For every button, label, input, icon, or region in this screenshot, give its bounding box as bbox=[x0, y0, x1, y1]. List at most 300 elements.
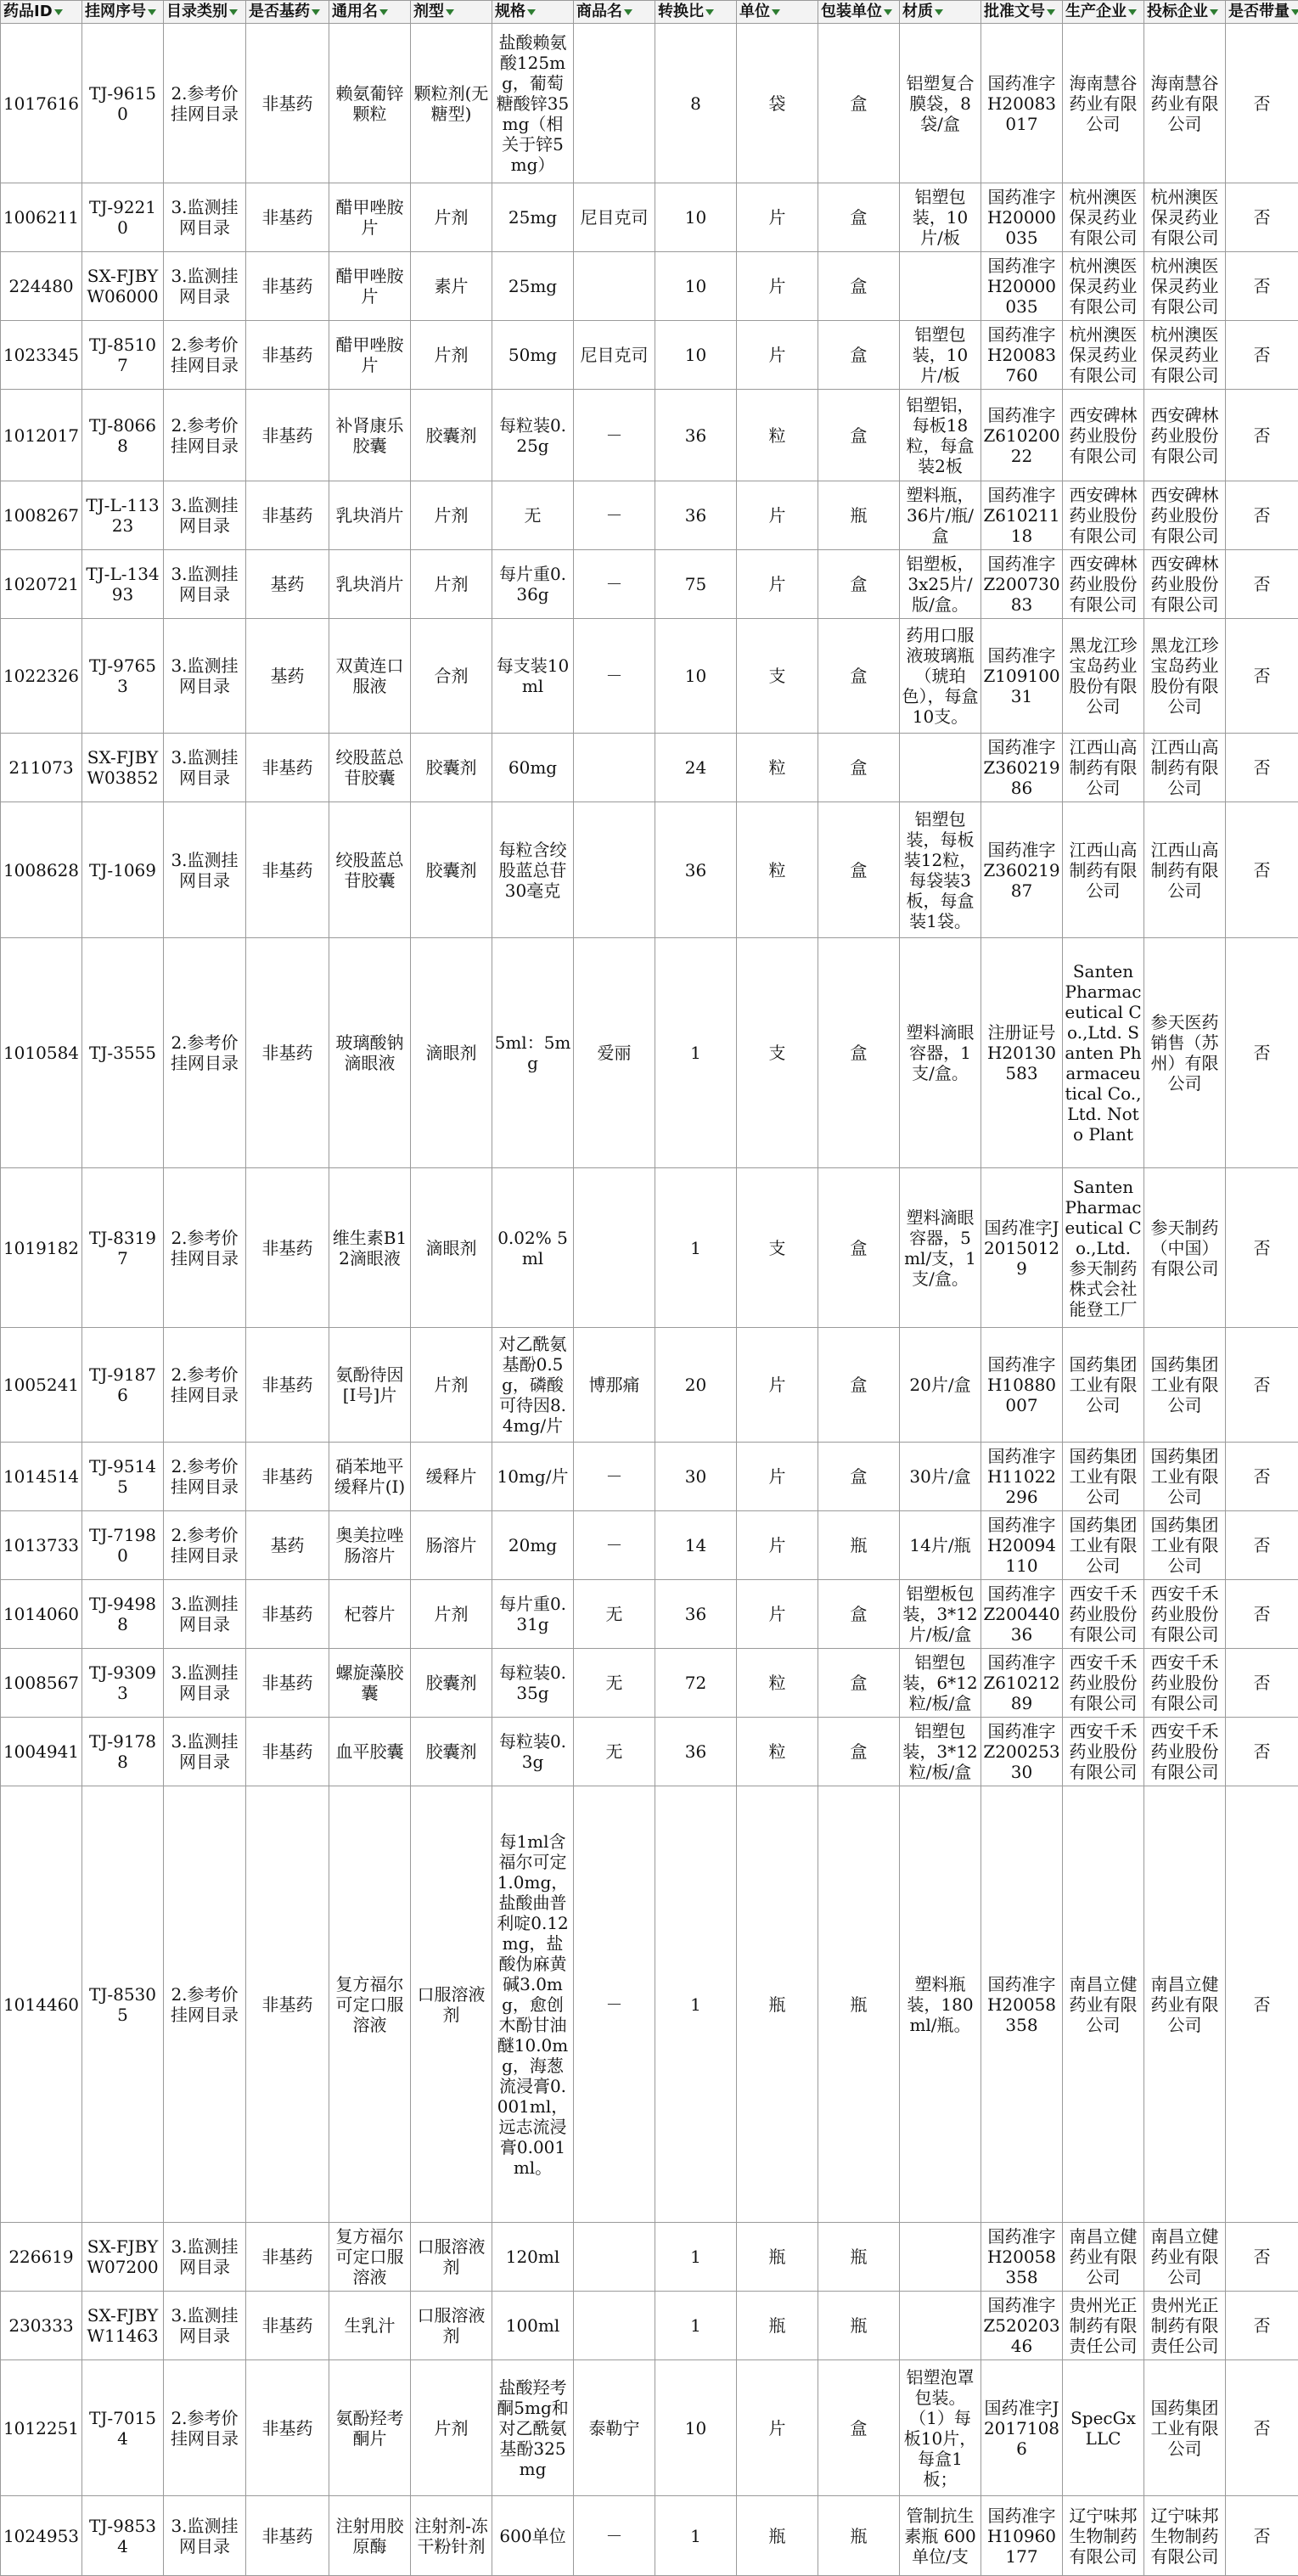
table-cell[interactable]: 非基药 bbox=[246, 24, 329, 183]
table-cell[interactable]: 片 bbox=[737, 183, 818, 252]
table-cell[interactable]: SX-FJBYW06000 bbox=[82, 252, 164, 321]
table-cell[interactable]: 3.监测挂网目录 bbox=[164, 2496, 246, 2576]
table-cell[interactable]: 每粒装0.35g bbox=[492, 1649, 574, 1718]
table-cell[interactable]: 国药准字Z36021987 bbox=[981, 802, 1063, 938]
table-cell[interactable]: 2.参考价挂网目录 bbox=[164, 1511, 246, 1580]
table-cell[interactable]: 参天制药（中国）有限公司 bbox=[1144, 1168, 1226, 1328]
table-cell[interactable]: 国药准字Z20025330 bbox=[981, 1718, 1063, 1786]
table-cell[interactable]: 滴眼剂 bbox=[411, 938, 492, 1168]
table-cell[interactable]: 盒 bbox=[818, 321, 900, 390]
table-cell[interactable]: 36 bbox=[655, 1580, 737, 1649]
table-cell[interactable]: 国药准字H20000035 bbox=[981, 183, 1063, 252]
table-cell[interactable]: 10 bbox=[655, 252, 737, 321]
table-cell[interactable]: 国药准字Z20044036 bbox=[981, 1580, 1063, 1649]
table-cell[interactable]: 国药集团工业有限公司 bbox=[1063, 1443, 1144, 1511]
table-cell[interactable]: 乳块消片 bbox=[329, 481, 411, 550]
table-cell[interactable]: 1019182 bbox=[1, 1168, 82, 1328]
table-cell[interactable]: 非基药 bbox=[246, 734, 329, 802]
table-cell[interactable]: 3.监测挂网目录 bbox=[164, 619, 246, 734]
filter-dropdown-icon[interactable] bbox=[312, 9, 320, 15]
table-cell[interactable]: 南昌立健药业有限公司 bbox=[1063, 1786, 1144, 2223]
table-cell[interactable]: 1 bbox=[655, 2223, 737, 2292]
table-cell[interactable]: 药用口服液玻璃瓶（琥珀色），每盒10支。 bbox=[900, 619, 981, 734]
table-cell[interactable]: 3.监测挂网目录 bbox=[164, 2292, 246, 2360]
filter-dropdown-icon[interactable] bbox=[624, 9, 632, 15]
table-cell[interactable]: 30 bbox=[655, 1443, 737, 1511]
table-cell[interactable]: 否 bbox=[1226, 802, 1298, 938]
table-cell[interactable]: 2.参考价挂网目录 bbox=[164, 1168, 246, 1328]
filter-dropdown-icon[interactable] bbox=[1047, 9, 1055, 15]
table-cell[interactable]: 铝塑包装，3*12粒/板/盒 bbox=[900, 1718, 981, 1786]
table-cell[interactable]: 3.监测挂网目录 bbox=[164, 1649, 246, 1718]
table-cell[interactable]: 西安千禾药业股份有限公司 bbox=[1144, 1649, 1226, 1718]
table-cell[interactable]: 2.参考价挂网目录 bbox=[164, 1443, 246, 1511]
table-cell[interactable]: － bbox=[574, 481, 655, 550]
table-cell[interactable]: 1014060 bbox=[1, 1580, 82, 1649]
table-cell[interactable]: 国药准字H20094110 bbox=[981, 1511, 1063, 1580]
table-cell[interactable]: 否 bbox=[1226, 1511, 1298, 1580]
table-cell[interactable]: 绞股蓝总苷胶囊 bbox=[329, 802, 411, 938]
table-cell[interactable]: 铝塑包装，6*12粒/板/盒 bbox=[900, 1649, 981, 1718]
table-cell[interactable]: 3.监测挂网目录 bbox=[164, 734, 246, 802]
table-cell[interactable]: 瓶 bbox=[818, 2292, 900, 2360]
table-cell[interactable]: 盒 bbox=[818, 252, 900, 321]
filter-dropdown-icon[interactable] bbox=[935, 9, 943, 15]
table-cell[interactable]: 口服溶液剂 bbox=[411, 1786, 492, 2223]
table-cell[interactable]: 国药准字Z20073083 bbox=[981, 550, 1063, 619]
table-cell[interactable]: 25mg bbox=[492, 252, 574, 321]
table-cell[interactable]: TJ-93093 bbox=[82, 1649, 164, 1718]
table-cell[interactable]: 螺旋藻胶囊 bbox=[329, 1649, 411, 1718]
table-cell[interactable]: 否 bbox=[1226, 2496, 1298, 2576]
table-cell[interactable]: 氨酚羟考酮片 bbox=[329, 2360, 411, 2496]
table-cell[interactable]: 杞蓉片 bbox=[329, 1580, 411, 1649]
table-cell[interactable]: 非基药 bbox=[246, 321, 329, 390]
table-cell[interactable]: 南昌立健药业有限公司 bbox=[1144, 2223, 1226, 2292]
table-cell[interactable]: 管制抗生素瓶 600单位/支 bbox=[900, 2496, 981, 2576]
table-cell[interactable]: TJ-96150 bbox=[82, 24, 164, 183]
table-cell[interactable]: 国药集团工业有限公司 bbox=[1144, 2360, 1226, 2496]
table-cell[interactable]: 非基药 bbox=[246, 1443, 329, 1511]
table-cell[interactable]: 肠溶片 bbox=[411, 1511, 492, 1580]
table-cell[interactable]: 杭州澳医保灵药业有限公司 bbox=[1063, 321, 1144, 390]
table-cell[interactable]: 铝塑板，3x25片/版/盒。 bbox=[900, 550, 981, 619]
table-cell[interactable]: 2.参考价挂网目录 bbox=[164, 1328, 246, 1443]
table-cell[interactable]: 西安碑林药业股份有限公司 bbox=[1144, 390, 1226, 481]
table-cell[interactable]: 国药准字H20058358 bbox=[981, 1786, 1063, 2223]
table-cell[interactable]: TJ-97653 bbox=[82, 619, 164, 734]
table-cell[interactable]: 盒 bbox=[818, 1718, 900, 1786]
table-cell[interactable]: 否 bbox=[1226, 24, 1298, 183]
table-cell[interactable]: 国药准字Z61021289 bbox=[981, 1649, 1063, 1718]
table-cell[interactable]: 1 bbox=[655, 938, 737, 1168]
table-cell[interactable]: 西安碑林药业股份有限公司 bbox=[1144, 550, 1226, 619]
table-cell[interactable]: 60mg bbox=[492, 734, 574, 802]
table-cell[interactable]: 否 bbox=[1226, 481, 1298, 550]
table-cell[interactable]: 非基药 bbox=[246, 1168, 329, 1328]
table-cell[interactable]: 30片/盒 bbox=[900, 1443, 981, 1511]
table-cell[interactable]: 杭州澳医保灵药业有限公司 bbox=[1063, 252, 1144, 321]
table-cell[interactable]: 铝塑包装，10片/板 bbox=[900, 183, 981, 252]
table-cell[interactable]: 盒 bbox=[818, 1168, 900, 1328]
table-cell[interactable]: － bbox=[574, 619, 655, 734]
table-cell[interactable]: 5ml：5mg bbox=[492, 938, 574, 1168]
table-cell[interactable]: 塑料滴眼容器，1支/盒。 bbox=[900, 938, 981, 1168]
table-cell[interactable]: 每粒装0.25g bbox=[492, 390, 574, 481]
table-cell[interactable]: 1014514 bbox=[1, 1443, 82, 1511]
filter-dropdown-icon[interactable] bbox=[1210, 9, 1218, 15]
table-cell[interactable]: 3.监测挂网目录 bbox=[164, 802, 246, 938]
table-cell[interactable]: SX-FJBYW11463 bbox=[82, 2292, 164, 2360]
table-cell[interactable]: 粒 bbox=[737, 1649, 818, 1718]
table-cell[interactable]: 8 bbox=[655, 24, 737, 183]
table-cell[interactable]: 非基药 bbox=[246, 1580, 329, 1649]
table-cell[interactable]: 粒 bbox=[737, 390, 818, 481]
table-cell[interactable]: 每粒含绞股蓝总苷30毫克 bbox=[492, 802, 574, 938]
table-cell[interactable]: 血平胶囊 bbox=[329, 1718, 411, 1786]
filter-dropdown-icon[interactable] bbox=[446, 9, 454, 15]
table-cell[interactable]: 非基药 bbox=[246, 1649, 329, 1718]
table-cell[interactable]: 铝塑复合膜袋，8袋/盒 bbox=[900, 24, 981, 183]
table-cell[interactable]: 片 bbox=[737, 252, 818, 321]
table-cell[interactable]: 25mg bbox=[492, 183, 574, 252]
table-cell[interactable]: 否 bbox=[1226, 390, 1298, 481]
table-cell[interactable]: 否 bbox=[1226, 252, 1298, 321]
table-cell[interactable]: 非基药 bbox=[246, 2292, 329, 2360]
filter-dropdown-icon[interactable] bbox=[884, 9, 892, 15]
table-cell[interactable] bbox=[574, 2223, 655, 2292]
table-cell[interactable]: 226619 bbox=[1, 2223, 82, 2292]
table-cell[interactable]: 100ml bbox=[492, 2292, 574, 2360]
table-cell[interactable]: 10mg/片 bbox=[492, 1443, 574, 1511]
table-cell[interactable]: 否 bbox=[1226, 1649, 1298, 1718]
table-cell[interactable]: 非基药 bbox=[246, 1786, 329, 2223]
table-cell[interactable] bbox=[574, 2292, 655, 2360]
table-cell[interactable]: 片剂 bbox=[411, 1580, 492, 1649]
table-cell[interactable]: 对乙酰氨基酚0.5g，磷酸可待因8.4mg/片 bbox=[492, 1328, 574, 1443]
column-header[interactable] bbox=[655, 1, 737, 24]
table-cell[interactable]: 泰勒宁 bbox=[574, 2360, 655, 2496]
table-cell[interactable]: 盒 bbox=[818, 24, 900, 183]
table-cell[interactable]: 盒 bbox=[818, 734, 900, 802]
column-header[interactable] bbox=[329, 1, 411, 24]
table-cell[interactable]: 盒 bbox=[818, 619, 900, 734]
table-cell[interactable]: 乳块消片 bbox=[329, 550, 411, 619]
table-cell[interactable]: 瓶 bbox=[737, 2496, 818, 2576]
table-cell[interactable]: 盒 bbox=[818, 1649, 900, 1718]
table-cell[interactable]: TJ-91876 bbox=[82, 1328, 164, 1443]
table-cell[interactable] bbox=[574, 734, 655, 802]
column-header[interactable] bbox=[82, 1, 164, 24]
table-cell[interactable]: 2.参考价挂网目录 bbox=[164, 1786, 246, 2223]
table-cell[interactable]: 西安千禾药业股份有限公司 bbox=[1063, 1718, 1144, 1786]
table-cell[interactable]: 1013733 bbox=[1, 1511, 82, 1580]
table-cell[interactable]: 瓶 bbox=[737, 2292, 818, 2360]
table-cell[interactable]: 颗粒剂(无糖型) bbox=[411, 24, 492, 183]
table-cell[interactable]: 10 bbox=[655, 321, 737, 390]
table-cell[interactable]: 3.监测挂网目录 bbox=[164, 1580, 246, 1649]
column-header[interactable] bbox=[164, 1, 246, 24]
table-cell[interactable]: 非基药 bbox=[246, 938, 329, 1168]
table-cell[interactable]: 博那痛 bbox=[574, 1328, 655, 1443]
column-header[interactable] bbox=[1144, 1, 1226, 24]
table-cell[interactable]: 否 bbox=[1226, 321, 1298, 390]
table-cell[interactable]: 生乳汁 bbox=[329, 2292, 411, 2360]
table-cell[interactable]: 1024953 bbox=[1, 2496, 82, 2576]
table-cell[interactable]: 1 bbox=[655, 2292, 737, 2360]
table-cell[interactable]: 36 bbox=[655, 390, 737, 481]
table-cell[interactable]: 3.监测挂网目录 bbox=[164, 481, 246, 550]
column-header[interactable] bbox=[1063, 1, 1144, 24]
table-cell[interactable]: 国药准字H11022296 bbox=[981, 1443, 1063, 1511]
table-cell[interactable]: 1 bbox=[655, 1168, 737, 1328]
table-cell[interactable] bbox=[574, 24, 655, 183]
table-cell[interactable]: 片剂 bbox=[411, 550, 492, 619]
table-cell[interactable]: 铝塑包装，每板装12粒，每袋装3板，每盒装1袋。 bbox=[900, 802, 981, 938]
table-cell[interactable]: 贵州光正制药有限责任公司 bbox=[1144, 2292, 1226, 2360]
table-cell[interactable]: TJ-80668 bbox=[82, 390, 164, 481]
table-cell[interactable]: 西安碑林药业股份有限公司 bbox=[1063, 390, 1144, 481]
table-cell[interactable]: － bbox=[574, 2496, 655, 2576]
table-cell[interactable]: 国药准字Z52020346 bbox=[981, 2292, 1063, 2360]
table-cell[interactable]: TJ-95145 bbox=[82, 1443, 164, 1511]
table-cell[interactable]: 否 bbox=[1226, 1718, 1298, 1786]
table-cell[interactable]: 西安碑林药业股份有限公司 bbox=[1144, 481, 1226, 550]
table-cell[interactable]: 素片 bbox=[411, 252, 492, 321]
table-cell[interactable]: TJ-L-11323 bbox=[82, 481, 164, 550]
column-header[interactable] bbox=[492, 1, 574, 24]
table-cell[interactable]: 瓶 bbox=[818, 1511, 900, 1580]
table-cell[interactable]: 胶囊剂 bbox=[411, 734, 492, 802]
table-cell[interactable]: 每支装10ml bbox=[492, 619, 574, 734]
table-cell[interactable]: 铝塑包装，10片/板 bbox=[900, 321, 981, 390]
table-cell[interactable]: 口服溶液剂 bbox=[411, 2223, 492, 2292]
table-cell[interactable]: 1012017 bbox=[1, 390, 82, 481]
table-cell[interactable]: 粒 bbox=[737, 1718, 818, 1786]
table-cell[interactable]: 1017616 bbox=[1, 24, 82, 183]
table-cell[interactable]: 粒 bbox=[737, 734, 818, 802]
table-cell[interactable]: 片剂 bbox=[411, 321, 492, 390]
table-cell[interactable]: 铝塑铝，每板18粒，每盒装2板 bbox=[900, 390, 981, 481]
table-cell[interactable]: 片 bbox=[737, 2360, 818, 2496]
table-cell[interactable]: TJ-85107 bbox=[82, 321, 164, 390]
table-cell[interactable]: 西安千禾药业股份有限公司 bbox=[1144, 1580, 1226, 1649]
table-cell[interactable]: 每片重0.31g bbox=[492, 1580, 574, 1649]
table-cell[interactable]: 否 bbox=[1226, 734, 1298, 802]
column-header[interactable] bbox=[1226, 1, 1298, 24]
filter-dropdown-icon[interactable] bbox=[54, 9, 63, 15]
table-cell[interactable]: 1014460 bbox=[1, 1786, 82, 2223]
table-cell[interactable]: 西安千禾药业股份有限公司 bbox=[1063, 1649, 1144, 1718]
table-cell[interactable]: TJ-1069 bbox=[82, 802, 164, 938]
table-cell[interactable]: 2.参考价挂网目录 bbox=[164, 321, 246, 390]
table-cell[interactable]: 铝塑板包装，3*12片/板/盒 bbox=[900, 1580, 981, 1649]
table-cell[interactable]: 2.参考价挂网目录 bbox=[164, 938, 246, 1168]
table-cell[interactable]: 10 bbox=[655, 2360, 737, 2496]
table-cell[interactable]: 支 bbox=[737, 938, 818, 1168]
table-cell[interactable] bbox=[900, 2223, 981, 2292]
filter-dropdown-icon[interactable] bbox=[527, 9, 536, 15]
table-cell[interactable]: 1022326 bbox=[1, 619, 82, 734]
table-cell[interactable]: 否 bbox=[1226, 1328, 1298, 1443]
table-cell[interactable]: 否 bbox=[1226, 550, 1298, 619]
table-cell[interactable]: 盒 bbox=[818, 390, 900, 481]
table-cell[interactable]: 片 bbox=[737, 1511, 818, 1580]
table-cell[interactable]: 10 bbox=[655, 183, 737, 252]
table-cell[interactable]: 50mg bbox=[492, 321, 574, 390]
table-cell[interactable]: 否 bbox=[1226, 183, 1298, 252]
table-cell[interactable]: 基药 bbox=[246, 619, 329, 734]
table-cell[interactable]: 1008628 bbox=[1, 802, 82, 938]
filter-dropdown-icon[interactable] bbox=[229, 9, 238, 15]
table-cell[interactable]: 胶囊剂 bbox=[411, 390, 492, 481]
filter-dropdown-icon[interactable] bbox=[1128, 9, 1137, 15]
table-cell[interactable]: 3.监测挂网目录 bbox=[164, 1718, 246, 1786]
table-cell[interactable]: 国药准字H20000035 bbox=[981, 252, 1063, 321]
table-cell[interactable]: 合剂 bbox=[411, 619, 492, 734]
table-cell[interactable]: 国药准字H10880007 bbox=[981, 1328, 1063, 1443]
table-cell[interactable]: TJ-85305 bbox=[82, 1786, 164, 2223]
table-cell[interactable]: 3.监测挂网目录 bbox=[164, 252, 246, 321]
table-cell[interactable]: 120ml bbox=[492, 2223, 574, 2292]
table-cell[interactable]: 国药准字Z36021986 bbox=[981, 734, 1063, 802]
table-cell[interactable]: 36 bbox=[655, 1718, 737, 1786]
table-cell[interactable]: 每1ml含福尔可定1.0mg，盐酸曲普利啶0.12mg，盐酸伪麻黄碱3.0mg，愈创木酚甘油醚10.0mg，海葱流浸膏0.001ml，远志流浸膏0.001ml。 bbox=[492, 1786, 574, 2223]
table-cell[interactable]: 江西山高制药有限公司 bbox=[1144, 734, 1226, 802]
table-cell[interactable]: 24 bbox=[655, 734, 737, 802]
table-cell[interactable]: 2.参考价挂网目录 bbox=[164, 24, 246, 183]
table-cell[interactable]: 1010584 bbox=[1, 938, 82, 1168]
filter-dropdown-icon[interactable] bbox=[705, 9, 714, 15]
table-cell[interactable] bbox=[900, 252, 981, 321]
table-cell[interactable]: 国药准字Z61020022 bbox=[981, 390, 1063, 481]
table-cell[interactable]: 无 bbox=[574, 1580, 655, 1649]
table-cell[interactable]: 20片/盒 bbox=[900, 1328, 981, 1443]
table-cell[interactable]: 胶囊剂 bbox=[411, 1649, 492, 1718]
filter-dropdown-icon[interactable] bbox=[148, 9, 156, 15]
table-cell[interactable]: 无 bbox=[574, 1718, 655, 1786]
table-cell[interactable]: 1023345 bbox=[1, 321, 82, 390]
table-cell[interactable]: 奥美拉唑肠溶片 bbox=[329, 1511, 411, 1580]
table-cell[interactable]: 国药准字H20083760 bbox=[981, 321, 1063, 390]
table-cell[interactable]: 注射剂-冻干粉针剂 bbox=[411, 2496, 492, 2576]
table-cell[interactable]: 西安碑林药业股份有限公司 bbox=[1063, 550, 1144, 619]
table-cell[interactable]: 36 bbox=[655, 481, 737, 550]
table-cell[interactable]: 爱丽 bbox=[574, 938, 655, 1168]
table-cell[interactable] bbox=[574, 252, 655, 321]
table-cell[interactable]: 粒 bbox=[737, 802, 818, 938]
table-cell[interactable]: TJ-94988 bbox=[82, 1580, 164, 1649]
table-cell[interactable]: 1 bbox=[655, 2496, 737, 2576]
table-cell[interactable]: 醋甲唑胺片 bbox=[329, 252, 411, 321]
table-cell[interactable]: 瓶 bbox=[818, 2223, 900, 2292]
table-cell[interactable]: TJ-98534 bbox=[82, 2496, 164, 2576]
table-cell[interactable]: 海南慧谷药业有限公司 bbox=[1063, 24, 1144, 183]
table-cell[interactable]: 盒 bbox=[818, 550, 900, 619]
table-cell[interactable]: － bbox=[574, 1786, 655, 2223]
table-cell[interactable]: 盒 bbox=[818, 183, 900, 252]
table-cell[interactable]: 非基药 bbox=[246, 802, 329, 938]
table-cell[interactable]: TJ-3555 bbox=[82, 938, 164, 1168]
table-cell[interactable]: 国药准字H20083017 bbox=[981, 24, 1063, 183]
table-cell[interactable]: Santen Pharmaceutical Co.,Ltd. 参天制药株式会社能登工厂 bbox=[1063, 1168, 1144, 1328]
table-cell[interactable]: 3.监测挂网目录 bbox=[164, 550, 246, 619]
table-cell[interactable]: 国药集团工业有限公司 bbox=[1144, 1328, 1226, 1443]
table-cell[interactable]: 玻璃酸钠滴眼液 bbox=[329, 938, 411, 1168]
column-header[interactable] bbox=[411, 1, 492, 24]
table-cell[interactable]: 2.参考价挂网目录 bbox=[164, 390, 246, 481]
table-cell[interactable]: 否 bbox=[1226, 1580, 1298, 1649]
table-cell[interactable]: 1005241 bbox=[1, 1328, 82, 1443]
table-cell[interactable]: 1020721 bbox=[1, 550, 82, 619]
table-cell[interactable]: 否 bbox=[1226, 2360, 1298, 2496]
table-cell[interactable]: 盐酸赖氨酸125mg，葡萄糖酸锌35mg（相关于锌5mg） bbox=[492, 24, 574, 183]
table-cell[interactable]: 否 bbox=[1226, 1786, 1298, 2223]
table-cell[interactable]: 盒 bbox=[818, 1580, 900, 1649]
column-header[interactable] bbox=[900, 1, 981, 24]
table-cell[interactable]: 杭州澳医保灵药业有限公司 bbox=[1063, 183, 1144, 252]
filter-dropdown-icon[interactable] bbox=[1291, 9, 1298, 15]
table-cell[interactable]: 塑料瓶装，180ml/瓶。 bbox=[900, 1786, 981, 2223]
table-cell[interactable]: 盒 bbox=[818, 1443, 900, 1511]
table-cell[interactable]: 75 bbox=[655, 550, 737, 619]
table-cell[interactable]: 盐酸羟考酮5mg和对乙酰氨基酚325mg bbox=[492, 2360, 574, 2496]
table-cell[interactable]: 国药准字J20171086 bbox=[981, 2360, 1063, 2496]
table-cell[interactable]: 辽宁味邦生物制药有限公司 bbox=[1144, 2496, 1226, 2576]
table-cell[interactable]: SpecGx LLC bbox=[1063, 2360, 1144, 2496]
table-cell[interactable]: 1 bbox=[655, 1786, 737, 2223]
table-cell[interactable]: 1004941 bbox=[1, 1718, 82, 1786]
table-cell[interactable]: 补肾康乐胶囊 bbox=[329, 390, 411, 481]
table-cell[interactable]: TJ-91788 bbox=[82, 1718, 164, 1786]
table-cell[interactable]: 江西山高制药有限公司 bbox=[1063, 734, 1144, 802]
column-header[interactable] bbox=[574, 1, 655, 24]
table-cell[interactable]: 1012251 bbox=[1, 2360, 82, 2496]
table-cell[interactable]: 600单位 bbox=[492, 2496, 574, 2576]
table-cell[interactable]: 否 bbox=[1226, 2223, 1298, 2292]
table-cell[interactable]: 3.监测挂网目录 bbox=[164, 183, 246, 252]
table-cell[interactable]: 绞股蓝总苷胶囊 bbox=[329, 734, 411, 802]
table-cell[interactable]: 氨酚待因[Ⅰ号]片 bbox=[329, 1328, 411, 1443]
table-cell[interactable]: 每片重0.36g bbox=[492, 550, 574, 619]
table-cell[interactable]: 尼目克司 bbox=[574, 183, 655, 252]
table-cell[interactable]: 西安碑林药业股份有限公司 bbox=[1063, 481, 1144, 550]
table-cell[interactable]: 非基药 bbox=[246, 1718, 329, 1786]
table-cell[interactable]: 国药准字H10960177 bbox=[981, 2496, 1063, 2576]
table-cell[interactable]: － bbox=[574, 550, 655, 619]
table-cell[interactable]: 辽宁味邦生物制药有限公司 bbox=[1063, 2496, 1144, 2576]
table-cell[interactable]: 每粒装0.3g bbox=[492, 1718, 574, 1786]
table-cell[interactable]: 否 bbox=[1226, 2292, 1298, 2360]
table-cell[interactable]: 非基药 bbox=[246, 390, 329, 481]
table-cell[interactable]: 片 bbox=[737, 1328, 818, 1443]
table-cell[interactable]: 醋甲唑胺片 bbox=[329, 183, 411, 252]
table-cell[interactable]: 14 bbox=[655, 1511, 737, 1580]
table-cell[interactable]: 片 bbox=[737, 1580, 818, 1649]
table-cell[interactable]: 注册证号H20130583 bbox=[981, 938, 1063, 1168]
table-cell[interactable]: 塑料滴眼容器，5ml/支，1支/盒。 bbox=[900, 1168, 981, 1328]
table-cell[interactable]: 南昌立健药业有限公司 bbox=[1144, 1786, 1226, 2223]
table-cell[interactable]: 国药集团工业有限公司 bbox=[1063, 1328, 1144, 1443]
table-cell[interactable]: 14片/瓶 bbox=[900, 1511, 981, 1580]
table-cell[interactable]: 36 bbox=[655, 802, 737, 938]
table-cell[interactable]: 醋甲唑胺片 bbox=[329, 321, 411, 390]
table-cell[interactable]: 国药准字Z61021118 bbox=[981, 481, 1063, 550]
table-cell[interactable] bbox=[900, 734, 981, 802]
table-cell[interactable]: 1008567 bbox=[1, 1649, 82, 1718]
table-cell[interactable]: 西安千禾药业股份有限公司 bbox=[1063, 1580, 1144, 1649]
table-cell[interactable]: 注射用胶原酶 bbox=[329, 2496, 411, 2576]
